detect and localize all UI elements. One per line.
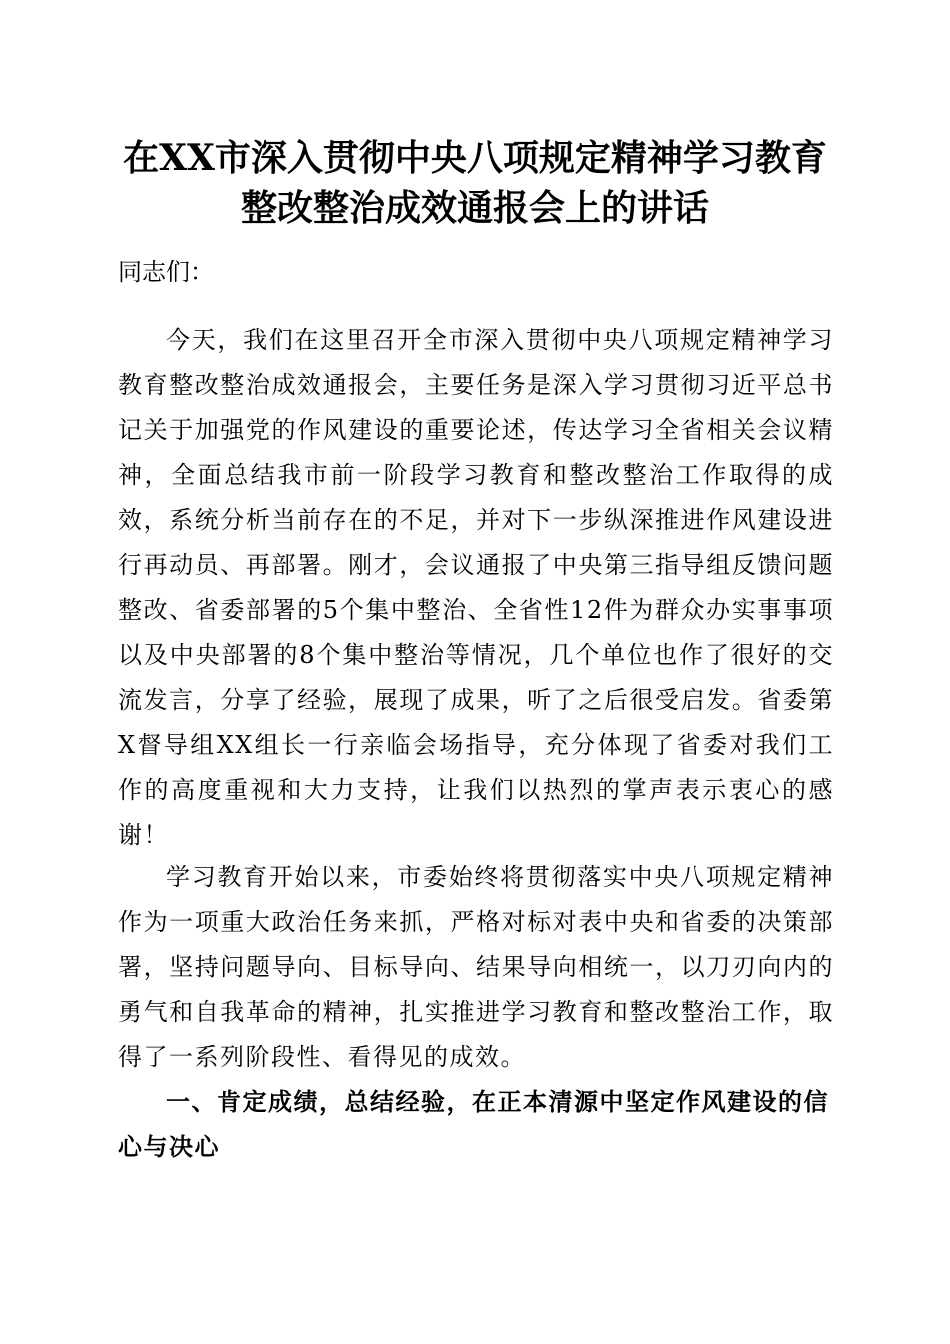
paragraph-achievements-intro: 学习教育开始以来，市委始终将贯彻落实中央八项规定精神作为一项重大政治任务来抓，严格对标对表中央和省委的决策部署，坚持问题导向、目标导向、结果导向相统一，以刀刃向内的勇气和自我革命的精神，扎实推进学习教育和整改整治工作，取得了一系列阶段性、看得见的成效。 [118,863,834,1071]
document-title-line-2: 整改整治成效通报会上的讲话 [240,187,709,229]
document-title-line-1: 在XX市深入贯彻中央八项规定精神学习教育 [123,137,827,179]
salutation: 同志们： [118,258,214,286]
paragraph-opening: 今天，我们在这里召开全市深入贯彻中央八项规定精神学习教育整改整治成效通报会，主要任务是深入学习贯彻习近平总书记关于加强党的作风建设的重要论述，传达学习全省相关会议精神，全面总结我市前一阶段学习教育和整改整治工作取得的成效，系统分析当前存在的不足，并对下一步纵深推进作风建设进行再动员、再部署。刚才，会议通报了中央第三指导组反馈问题整改、省委部署的5个集中整治、全省性12件为群众办实事事项以及中央部署的8个集中整治等情况，几个单位也作了很好的交流发言，分享了经验，展现了成果，听了之后很受启发。省委第X督导组XX组长一行亲临会场指导，充分体现了省委对我们工作的高度重视和大力支持，让我们以热烈的掌声表示衷心的感谢！ [118,326,834,849]
section-heading-1: 一、肯定成绩，总结经验，在正本清源中坚定作风建设的信心与决心 [118,1088,829,1161]
